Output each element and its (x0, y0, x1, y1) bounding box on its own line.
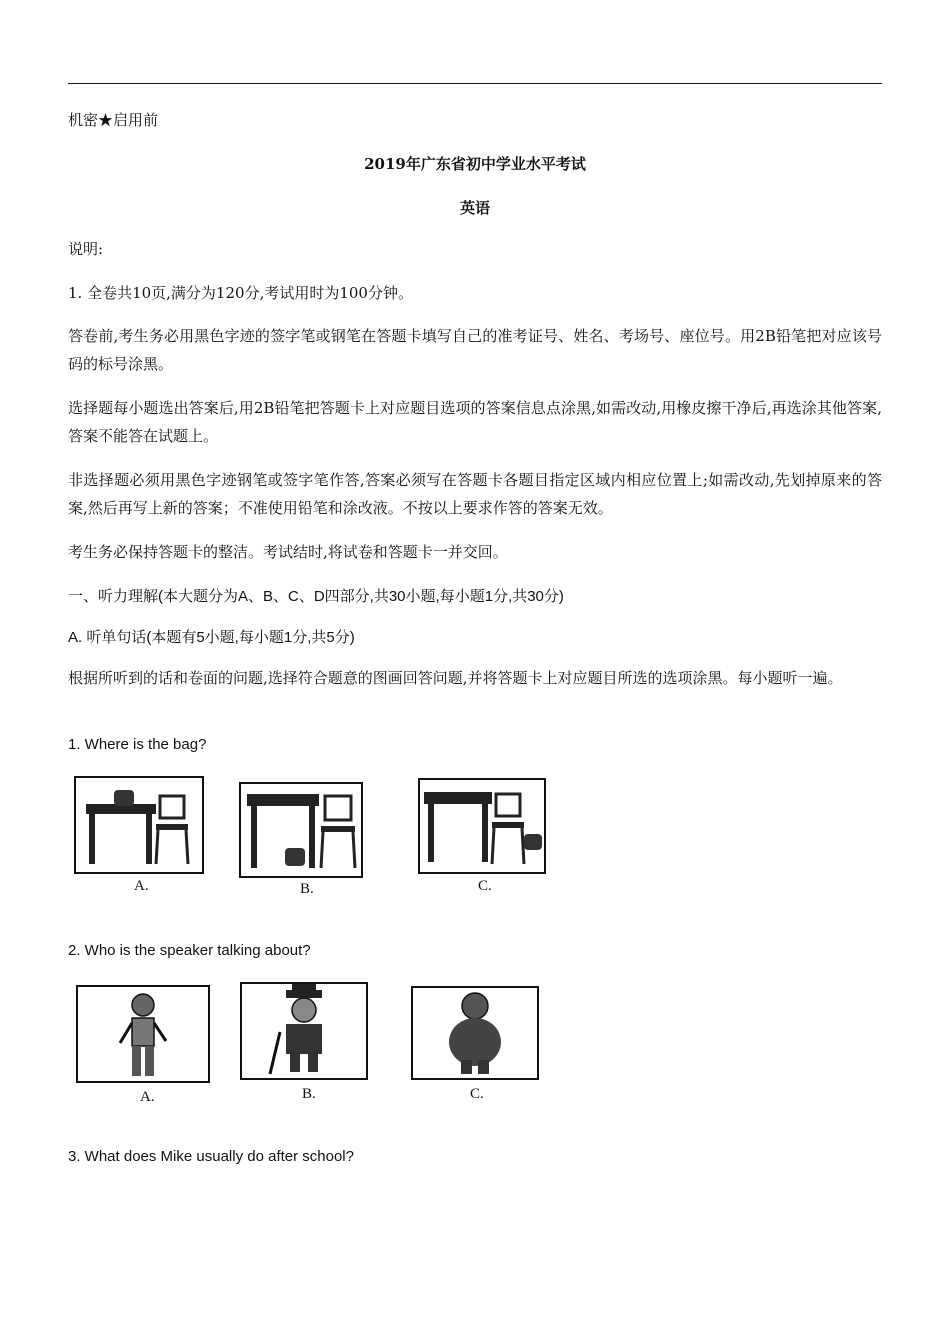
subject-title: 英语 (459, 199, 490, 217)
instruction-item: 非选择题必须用黑色字迹钢笔或签字笔作答,答案必须写在答题卡各题目指定区域内相应位置上;如需改动,先划掉原来的答案,然后再写上新的答案；不准使用铅笔和涂改液。不按以上要求作答的答案无效。 (68, 471, 882, 517)
question-3: 3. What does Mike usually do after school? (68, 1148, 354, 1165)
instruction-item: 考生务必保持答题卡的整洁。考试结时,将试卷和答题卡一并交回。 (68, 543, 508, 561)
old-man-with-cane-image (240, 982, 368, 1080)
desk-chair-bag-under-desk-image (239, 782, 363, 878)
instruction-item: 1. 全卷共10页,满分为120分,考试用时为100分钟。 (68, 284, 413, 302)
option-label: B. (300, 881, 314, 897)
slim-boy-image (76, 985, 210, 1083)
option-label: C. (478, 878, 492, 894)
question-2: 2. Who is the speaker talking about? (68, 942, 311, 959)
desk-chair-bag-on-desk-image (74, 776, 204, 874)
question-1: 1. Where is the bag? (68, 736, 207, 753)
option-label: A. (140, 1089, 155, 1105)
header-rule (68, 83, 882, 84)
desk-chair-bag-beside-chair-image (418, 778, 546, 874)
part-heading: A. 听单句话(本题有5小题,每小题1分,共5分) (68, 629, 355, 646)
heavy-man-image (411, 986, 539, 1080)
part-directions: 根据所听到的话和卷面的问题,选择符合题意的图画回答问题,并将答题卡上对应题目所选的选项涂黑。每小题听一遍。 (68, 669, 843, 687)
confidential-label: 机密★启用前 (68, 111, 159, 129)
exam-title: 2019年广东省初中学业水平考试 (364, 155, 586, 173)
instruction-item: 答卷前,考生务必用黑色字迹的签字笔或钢笔在答题卡填写自己的准考证号、姓名、考场号、座位号。用2B铅笔把对应该号码的标号涂黑。 (68, 327, 882, 373)
option-label: A. (134, 878, 149, 894)
section-heading: 一、听力理解(本大题分为A、B、C、D四部分,共30小题,每小题1分,共30分) (68, 588, 564, 605)
option-label: C. (470, 1086, 484, 1102)
instruction-item: 选择题每小题选出答案后,用2B铅笔把答题卡上对应题目选项的答案信息点涂黑,如需改动,用橡皮擦干净后,再选涂其他答案,答案不能答在试题上。 (68, 399, 882, 445)
option-label: B. (302, 1086, 316, 1102)
instructions-heading: 说明: (68, 240, 104, 258)
